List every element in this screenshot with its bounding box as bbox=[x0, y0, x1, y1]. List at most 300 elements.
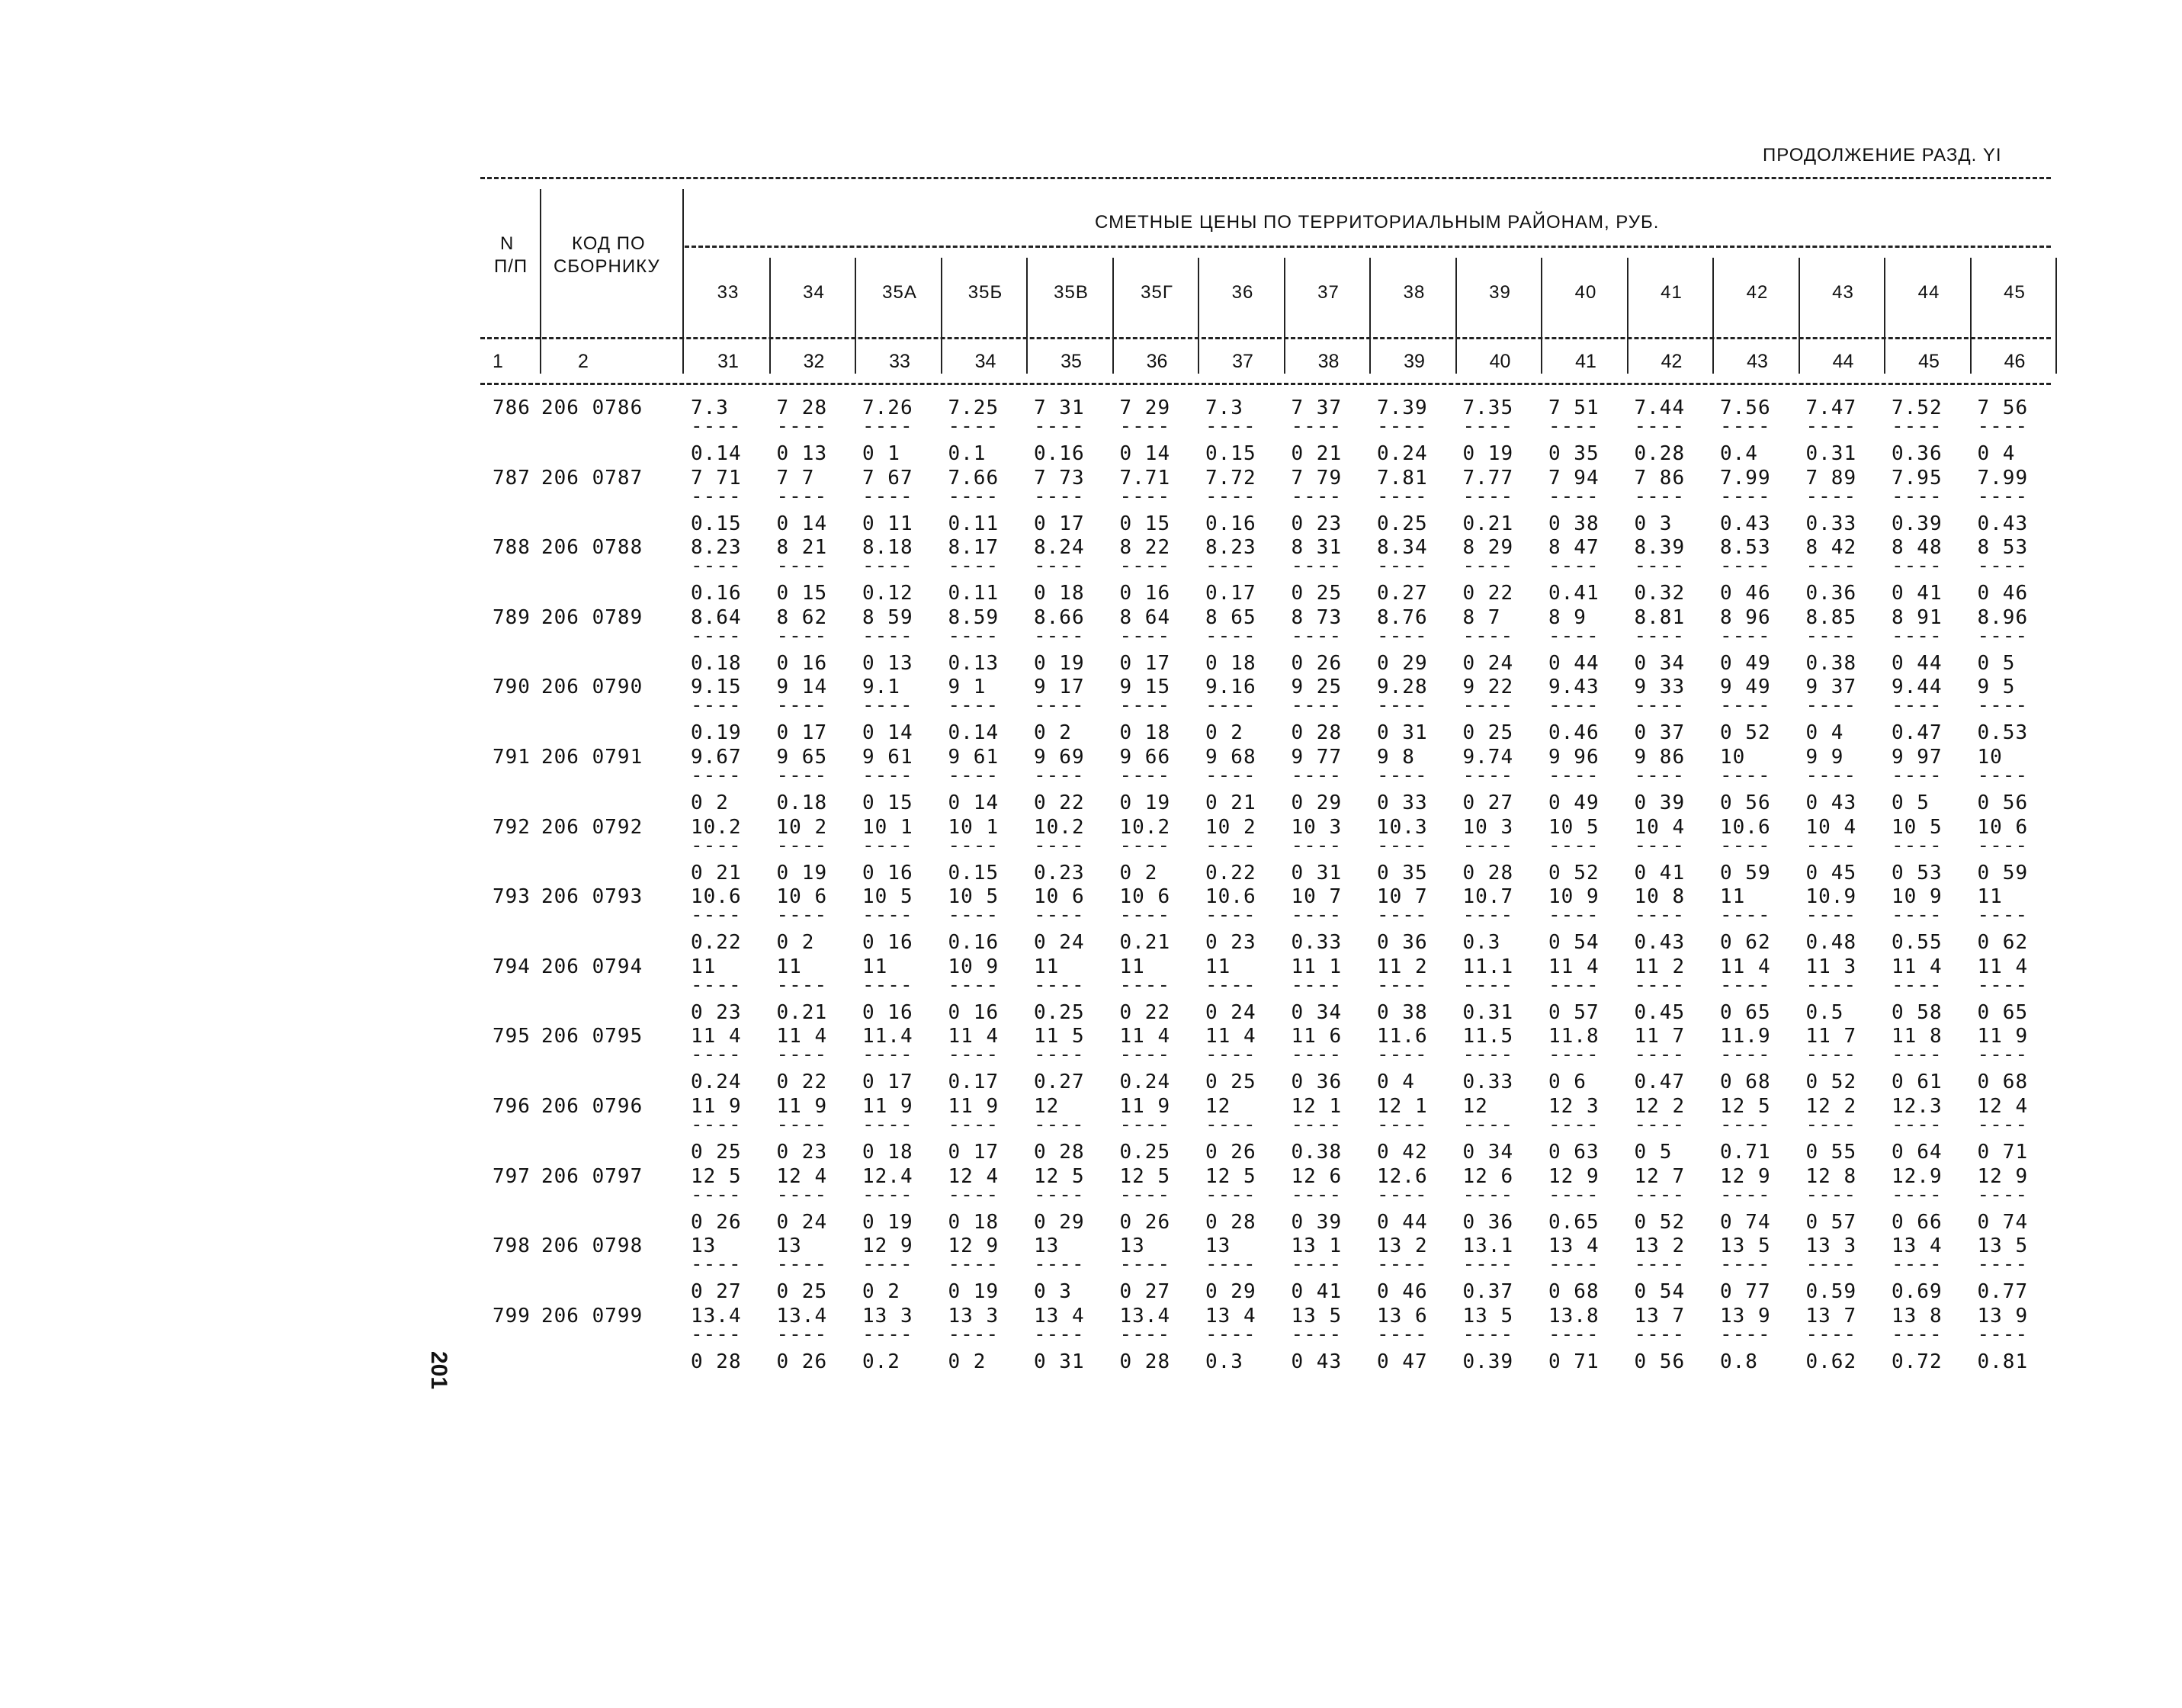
fraction-dash: ---- bbox=[776, 1113, 828, 1136]
fraction-dash: ---- bbox=[1548, 764, 1600, 787]
price-value: 10.2 bbox=[691, 815, 742, 839]
price-value: 12 4 bbox=[1977, 1095, 2029, 1118]
district-divider bbox=[1112, 258, 1114, 374]
fraction-dash: ---- bbox=[1291, 1183, 1343, 1206]
price-delta: 0 17 bbox=[1119, 651, 1171, 675]
price-delta: 0 5 bbox=[1977, 651, 2016, 675]
price-delta: 0 19 bbox=[862, 1210, 913, 1234]
price-value: 12 bbox=[1034, 1095, 1060, 1118]
price-delta: 0.59 bbox=[1805, 1280, 1857, 1304]
price-value: 13 5 bbox=[1720, 1234, 1771, 1258]
fraction-dash: ---- bbox=[1291, 1043, 1343, 1067]
price-delta: 0 46 bbox=[1977, 582, 2029, 605]
district-divider bbox=[1284, 258, 1285, 374]
price-value: 9.74 bbox=[1462, 746, 1514, 769]
price-value: 8.39 bbox=[1634, 536, 1686, 560]
price-value: 10 9 bbox=[948, 955, 1000, 978]
price-value: 9 61 bbox=[862, 746, 913, 769]
fraction-dash: ---- bbox=[691, 833, 742, 857]
fraction-dash: ---- bbox=[691, 484, 742, 508]
fraction-dash: ---- bbox=[1377, 554, 1428, 578]
price-delta: 0.31 bbox=[1805, 442, 1857, 465]
price-delta: 0 64 bbox=[1892, 1141, 1943, 1164]
price-delta: 0 71 bbox=[1548, 1350, 1600, 1373]
price-delta: 0 61 bbox=[1892, 1071, 1943, 1094]
row-number: 791 bbox=[493, 746, 531, 769]
price-delta: 0 38 bbox=[1548, 512, 1600, 535]
price-value: 7.81 bbox=[1377, 466, 1428, 490]
price-value: 13 4 bbox=[1205, 1304, 1256, 1328]
district-divider bbox=[1198, 258, 1199, 374]
price-value: 8 9 bbox=[1548, 605, 1587, 629]
fraction-dash: ---- bbox=[1634, 973, 1686, 997]
fraction-dash: ---- bbox=[1291, 415, 1343, 438]
price-value: 13 5 bbox=[1462, 1304, 1514, 1328]
price-delta: 0 29 bbox=[1205, 1280, 1256, 1304]
fraction-dash: ---- bbox=[1634, 1113, 1686, 1136]
price-value: 12 9 bbox=[1720, 1164, 1771, 1188]
price-delta: 0 77 bbox=[1720, 1280, 1771, 1304]
price-value: 8.23 bbox=[691, 536, 742, 560]
district-divider bbox=[769, 258, 771, 374]
fraction-dash: ---- bbox=[1377, 484, 1428, 508]
price-value: 13 3 bbox=[948, 1304, 1000, 1328]
price-delta: 0.15 bbox=[691, 512, 742, 535]
price-value: 13 bbox=[1034, 1234, 1060, 1258]
price-delta: 0.23 bbox=[1034, 861, 1085, 884]
price-delta: 0.41 bbox=[1548, 582, 1600, 605]
price-delta: 0 14 bbox=[948, 791, 1000, 814]
price-delta: 0 17 bbox=[1034, 512, 1085, 535]
column-number: 45 bbox=[1918, 351, 1940, 372]
price-value: 13 9 bbox=[1977, 1304, 2029, 1328]
fraction-dash: ---- bbox=[1462, 764, 1514, 787]
price-delta: 0 19 bbox=[948, 1280, 1000, 1304]
price-delta: 0 17 bbox=[862, 1071, 913, 1094]
price-delta: 0 5 bbox=[1634, 1141, 1673, 1164]
price-delta: 0 39 bbox=[1634, 791, 1686, 814]
row-code: 206 0798 bbox=[541, 1234, 643, 1258]
column-number: 31 bbox=[717, 351, 739, 372]
price-delta: 0.27 bbox=[1034, 1071, 1085, 1094]
price-delta: 0 6 bbox=[1548, 1071, 1587, 1094]
fraction-dash: ---- bbox=[1034, 904, 1085, 927]
fraction-dash: ---- bbox=[1205, 694, 1256, 718]
fraction-dash: ---- bbox=[1977, 764, 2029, 787]
fraction-dash: ---- bbox=[1119, 694, 1171, 718]
price-delta: 0 26 bbox=[1119, 1210, 1171, 1234]
price-delta: 0 2 bbox=[691, 791, 729, 814]
price-delta: 0 66 bbox=[1892, 1210, 1943, 1234]
price-value: 7.99 bbox=[1977, 466, 2029, 490]
price-delta: 0.31 bbox=[1462, 1000, 1514, 1024]
price-delta: 0.38 bbox=[1805, 651, 1857, 675]
price-delta: 0 26 bbox=[691, 1210, 742, 1234]
price-value: 9.67 bbox=[691, 746, 742, 769]
row-code: 206 0788 bbox=[541, 536, 643, 560]
row-number: 797 bbox=[493, 1164, 531, 1188]
fraction-dash: ---- bbox=[1720, 1253, 1771, 1276]
price-value: 12 3 bbox=[1548, 1095, 1600, 1118]
fraction-dash: ---- bbox=[862, 554, 913, 578]
price-delta: 0.2 bbox=[862, 1350, 900, 1373]
fraction-dash: ---- bbox=[1805, 484, 1857, 508]
price-delta: 0 16 bbox=[948, 1000, 1000, 1024]
fraction-dash: ---- bbox=[1119, 973, 1171, 997]
price-delta: 0 29 bbox=[1377, 651, 1428, 675]
price-delta: 0.16 bbox=[948, 931, 1000, 955]
fraction-dash: ---- bbox=[862, 973, 913, 997]
price-delta: 0 24 bbox=[1034, 931, 1085, 955]
header-group-title: СМЕТНЫЕ ЦЕНЫ ПО ТЕРРИТОРИАЛЬНЫМ РАЙОНАМ, РУБ. bbox=[1095, 212, 1660, 233]
price-delta: 0.24 bbox=[1377, 442, 1428, 465]
price-delta: 0 18 bbox=[948, 1210, 1000, 1234]
district-divider bbox=[1884, 258, 1885, 374]
price-value: 12 2 bbox=[1805, 1095, 1857, 1118]
column-number: 32 bbox=[803, 351, 825, 372]
price-value: 11 7 bbox=[1634, 1025, 1686, 1048]
price-delta: 0 25 bbox=[1291, 582, 1343, 605]
price-delta: 0 57 bbox=[1548, 1000, 1600, 1024]
fraction-dash: ---- bbox=[691, 624, 742, 647]
price-value: 10 5 bbox=[1548, 815, 1600, 839]
price-delta: 0.16 bbox=[1205, 512, 1256, 535]
price-delta: 0 11 bbox=[862, 512, 913, 535]
price-delta: 0.36 bbox=[1805, 582, 1857, 605]
divider-n-code bbox=[540, 189, 541, 374]
price-delta: 0 39 bbox=[1291, 1210, 1343, 1234]
price-delta: 0.21 bbox=[1462, 512, 1514, 535]
fraction-dash: ---- bbox=[776, 1183, 828, 1206]
price-value: 9 22 bbox=[1462, 676, 1514, 699]
fraction-dash: ---- bbox=[1892, 1113, 1943, 1136]
fraction-dash: ---- bbox=[1119, 1113, 1171, 1136]
fraction-dash: ---- bbox=[1805, 1183, 1857, 1206]
price-value: 12 9 bbox=[862, 1234, 913, 1258]
fraction-dash: ---- bbox=[862, 694, 913, 718]
price-delta: 0 29 bbox=[1291, 791, 1343, 814]
price-delta: 0.13 bbox=[948, 651, 1000, 675]
price-value: 10 2 bbox=[1205, 815, 1256, 839]
header-code-line1: КОД ПО bbox=[572, 233, 646, 254]
price-value: 8 91 bbox=[1892, 605, 1943, 629]
price-delta: 0 27 bbox=[1462, 791, 1514, 814]
price-value: 9 1 bbox=[948, 676, 987, 699]
price-value: 11 bbox=[1977, 885, 2003, 909]
fraction-dash: ---- bbox=[1377, 973, 1428, 997]
price-delta: 0 25 bbox=[1205, 1071, 1256, 1094]
price-delta: 0 13 bbox=[776, 442, 828, 465]
price-delta: 0 5 bbox=[1892, 791, 1930, 814]
price-value: 13.4 bbox=[691, 1304, 742, 1328]
row-number: 798 bbox=[493, 1234, 531, 1258]
fraction-dash: ---- bbox=[1377, 904, 1428, 927]
price-value: 10.6 bbox=[691, 885, 742, 909]
price-delta: 0 28 bbox=[691, 1350, 742, 1373]
fraction-dash: ---- bbox=[1805, 833, 1857, 857]
price-value: 13 2 bbox=[1377, 1234, 1428, 1258]
price-delta: 0 3 bbox=[1634, 512, 1673, 535]
fraction-dash: ---- bbox=[1548, 484, 1600, 508]
fraction-dash: ---- bbox=[1805, 1043, 1857, 1067]
price-delta: 0.39 bbox=[1462, 1350, 1514, 1373]
fraction-dash: ---- bbox=[1034, 1322, 1085, 1346]
price-value: 7 29 bbox=[1119, 396, 1171, 419]
price-delta: 0 19 bbox=[1119, 791, 1171, 814]
fraction-dash: ---- bbox=[862, 415, 913, 438]
price-value: 11 bbox=[1119, 955, 1145, 978]
row-code: 206 0795 bbox=[541, 1025, 643, 1048]
price-value: 12 6 bbox=[1291, 1164, 1343, 1188]
price-delta: 0 25 bbox=[1462, 721, 1514, 745]
fraction-dash: ---- bbox=[1805, 624, 1857, 647]
price-value: 11 3 bbox=[1805, 955, 1857, 978]
fraction-dash: ---- bbox=[1205, 1043, 1256, 1067]
price-value: 13.4 bbox=[776, 1304, 828, 1328]
fraction-dash: ---- bbox=[1805, 1322, 1857, 1346]
price-value: 13 4 bbox=[1034, 1304, 1085, 1328]
price-value: 11 4 bbox=[776, 1025, 828, 1048]
fraction-dash: ---- bbox=[1034, 1113, 1085, 1136]
row-number: 793 bbox=[493, 885, 531, 909]
price-delta: 0 16 bbox=[862, 861, 913, 884]
price-delta: 0 55 bbox=[1805, 1141, 1857, 1164]
fraction-dash: ---- bbox=[691, 904, 742, 927]
price-delta: 0 34 bbox=[1634, 651, 1686, 675]
fraction-dash: ---- bbox=[1548, 1322, 1600, 1346]
fraction-dash: ---- bbox=[691, 1322, 742, 1346]
fraction-dash: ---- bbox=[1462, 833, 1514, 857]
fraction-dash: ---- bbox=[1462, 624, 1514, 647]
price-value: 8 62 bbox=[776, 605, 828, 629]
row-number: 794 bbox=[493, 955, 531, 978]
column-number: 39 bbox=[1404, 351, 1425, 372]
price-delta: 0.81 bbox=[1977, 1350, 2029, 1373]
price-value: 7.26 bbox=[862, 396, 913, 419]
price-value: 8 73 bbox=[1291, 605, 1343, 629]
fraction-dash: ---- bbox=[1977, 554, 2029, 578]
price-delta: 0 21 bbox=[1291, 442, 1343, 465]
price-delta: 0 49 bbox=[1720, 651, 1771, 675]
fraction-dash: ---- bbox=[948, 1043, 1000, 1067]
price-delta: 0 16 bbox=[1119, 582, 1171, 605]
fraction-dash: ---- bbox=[1892, 904, 1943, 927]
price-value: 10.2 bbox=[1119, 815, 1171, 839]
price-value: 13 5 bbox=[1977, 1234, 2029, 1258]
fraction-dash: ---- bbox=[776, 694, 828, 718]
fraction-dash: ---- bbox=[1119, 904, 1171, 927]
fraction-dash: ---- bbox=[1634, 904, 1686, 927]
price-delta: 0 46 bbox=[1377, 1280, 1428, 1304]
price-delta: 0 15 bbox=[1119, 512, 1171, 535]
fraction-dash: ---- bbox=[1462, 973, 1514, 997]
price-delta: 0 2 bbox=[1034, 721, 1072, 745]
district-header: 37 bbox=[1317, 282, 1340, 303]
price-delta: 0 58 bbox=[1892, 1000, 1943, 1024]
price-delta: 0.47 bbox=[1634, 1071, 1686, 1094]
price-value: 10 1 bbox=[948, 815, 1000, 839]
price-delta: 0.65 bbox=[1548, 1210, 1600, 1234]
price-delta: 0 31 bbox=[1377, 721, 1428, 745]
price-value: 10 4 bbox=[1805, 815, 1857, 839]
price-value: 12 8 bbox=[1805, 1164, 1857, 1188]
price-value: 10 5 bbox=[948, 885, 1000, 909]
header-pp: П/П bbox=[494, 256, 528, 277]
price-value: 10 4 bbox=[1634, 815, 1686, 839]
price-delta: 0 49 bbox=[1548, 791, 1600, 814]
price-delta: 0 44 bbox=[1548, 651, 1600, 675]
fraction-dash: ---- bbox=[1977, 1043, 2029, 1067]
price-value: 11 5 bbox=[1034, 1025, 1085, 1048]
fraction-dash: ---- bbox=[691, 764, 742, 787]
price-value: 12 5 bbox=[1205, 1164, 1256, 1188]
fraction-dash: ---- bbox=[948, 904, 1000, 927]
price-delta: 0 33 bbox=[1377, 791, 1428, 814]
price-value: 11 2 bbox=[1634, 955, 1686, 978]
district-header: 39 bbox=[1489, 282, 1511, 303]
price-value: 7 73 bbox=[1034, 466, 1085, 490]
fraction-dash: ---- bbox=[862, 484, 913, 508]
price-value: 12.3 bbox=[1892, 1095, 1943, 1118]
price-value: 13 1 bbox=[1291, 1234, 1343, 1258]
fraction-dash: ---- bbox=[1377, 1113, 1428, 1136]
price-value: 11.4 bbox=[862, 1025, 913, 1048]
price-value: 7.39 bbox=[1377, 396, 1428, 419]
price-delta: 0.25 bbox=[1119, 1141, 1171, 1164]
price-delta: 0.33 bbox=[1462, 1071, 1514, 1094]
price-value: 13 bbox=[776, 1234, 802, 1258]
price-value: 9 66 bbox=[1119, 746, 1171, 769]
price-value: 12 5 bbox=[1119, 1164, 1171, 1188]
district-header: 42 bbox=[1746, 282, 1769, 303]
price-value: 8.66 bbox=[1034, 605, 1085, 629]
fraction-dash: ---- bbox=[1205, 1322, 1256, 1346]
price-value: 10 6 bbox=[1034, 885, 1085, 909]
price-delta: 0 13 bbox=[862, 651, 913, 675]
district-header: 34 bbox=[803, 282, 825, 303]
fraction-dash: ---- bbox=[1462, 415, 1514, 438]
price-value: 7 71 bbox=[691, 466, 742, 490]
fraction-dash: ---- bbox=[1119, 484, 1171, 508]
fraction-dash: ---- bbox=[1892, 1183, 1943, 1206]
price-value: 7.77 bbox=[1462, 466, 1514, 490]
fraction-dash: ---- bbox=[1892, 1253, 1943, 1276]
price-delta: 0 29 bbox=[1034, 1210, 1085, 1234]
fraction-dash: ---- bbox=[1034, 1043, 1085, 1067]
price-value: 11 9 bbox=[862, 1095, 913, 1118]
price-value: 8 59 bbox=[862, 605, 913, 629]
price-delta: 0 19 bbox=[1462, 442, 1514, 465]
fraction-dash: ---- bbox=[1291, 484, 1343, 508]
price-value: 10 5 bbox=[862, 885, 913, 909]
price-value: 7.99 bbox=[1720, 466, 1771, 490]
price-delta: 0 74 bbox=[1977, 1210, 2029, 1234]
district-header: 43 bbox=[1832, 282, 1854, 303]
price-delta: 0.53 bbox=[1977, 721, 2029, 745]
price-delta: 0 2 bbox=[948, 1350, 987, 1373]
price-value: 11 bbox=[1034, 955, 1060, 978]
fraction-dash: ---- bbox=[1977, 1322, 2029, 1346]
fraction-dash: ---- bbox=[1377, 1253, 1428, 1276]
fraction-dash: ---- bbox=[1377, 624, 1428, 647]
price-value: 8 31 bbox=[1291, 536, 1343, 560]
fraction-dash: ---- bbox=[1462, 1322, 1514, 1346]
price-value: 11.5 bbox=[1462, 1025, 1514, 1048]
price-value: 7.52 bbox=[1892, 396, 1943, 419]
district-header: 45 bbox=[2004, 282, 2026, 303]
price-delta: 0 27 bbox=[691, 1280, 742, 1304]
price-delta: 0 26 bbox=[1291, 651, 1343, 675]
fraction-dash: ---- bbox=[1805, 554, 1857, 578]
district-divider bbox=[941, 258, 942, 374]
price-value: 13 9 bbox=[1720, 1304, 1771, 1328]
fraction-dash: ---- bbox=[862, 764, 913, 787]
fraction-dash: ---- bbox=[1892, 624, 1943, 647]
fraction-dash: ---- bbox=[1548, 694, 1600, 718]
price-delta: 0 52 bbox=[1548, 861, 1600, 884]
price-value: 7.66 bbox=[948, 466, 1000, 490]
fraction-dash: ---- bbox=[1805, 1253, 1857, 1276]
price-delta: 0.21 bbox=[776, 1000, 828, 1024]
fraction-dash: ---- bbox=[1377, 415, 1428, 438]
row-code: 206 0797 bbox=[541, 1164, 643, 1188]
fraction-dash: ---- bbox=[1892, 833, 1943, 857]
row-number: 799 bbox=[493, 1304, 531, 1328]
price-value: 8 47 bbox=[1548, 536, 1600, 560]
price-value: 11 bbox=[776, 955, 802, 978]
price-delta: 0 41 bbox=[1291, 1280, 1343, 1304]
price-value: 11 9 bbox=[1977, 1025, 2029, 1048]
price-value: 10 5 bbox=[1892, 815, 1943, 839]
price-value: 10 7 bbox=[1377, 885, 1428, 909]
row-code: 206 0790 bbox=[541, 676, 643, 699]
price-delta: 0.12 bbox=[862, 582, 913, 605]
price-value: 11 1 bbox=[1291, 955, 1343, 978]
price-delta: 0.32 bbox=[1634, 582, 1686, 605]
price-value: 9 69 bbox=[1034, 746, 1085, 769]
fraction-dash: ---- bbox=[691, 415, 742, 438]
price-delta: 0 56 bbox=[1720, 791, 1771, 814]
price-value: 10 3 bbox=[1462, 815, 1514, 839]
price-value: 11 4 bbox=[691, 1025, 742, 1048]
price-value: 7 51 bbox=[1548, 396, 1600, 419]
fraction-dash: ---- bbox=[948, 1253, 1000, 1276]
fraction-dash: ---- bbox=[1034, 1253, 1085, 1276]
price-value: 12.4 bbox=[862, 1164, 913, 1188]
price-delta: 0.47 bbox=[1892, 721, 1943, 745]
price-delta: 0.72 bbox=[1892, 1350, 1943, 1373]
price-value: 10.9 bbox=[1805, 885, 1857, 909]
fraction-dash: ---- bbox=[1720, 973, 1771, 997]
fraction-dash: ---- bbox=[1119, 764, 1171, 787]
price-delta: 0.16 bbox=[1034, 442, 1085, 465]
column-number: 46 bbox=[2004, 351, 2026, 372]
column-number: 34 bbox=[974, 351, 996, 372]
fraction-dash: ---- bbox=[1548, 973, 1600, 997]
price-value: 7.47 bbox=[1805, 396, 1857, 419]
price-value: 10 2 bbox=[776, 815, 828, 839]
price-value: 9 97 bbox=[1892, 746, 1943, 769]
price-value: 9.28 bbox=[1377, 676, 1428, 699]
price-delta: 0 22 bbox=[1034, 791, 1085, 814]
fraction-dash: ---- bbox=[776, 1322, 828, 1346]
district-header: 44 bbox=[1917, 282, 1940, 303]
price-value: 12 4 bbox=[948, 1164, 1000, 1188]
fraction-dash: ---- bbox=[1548, 1113, 1600, 1136]
price-delta: 0 2 bbox=[862, 1280, 900, 1304]
price-delta: 0 65 bbox=[1720, 1000, 1771, 1024]
fraction-dash: ---- bbox=[1720, 1113, 1771, 1136]
